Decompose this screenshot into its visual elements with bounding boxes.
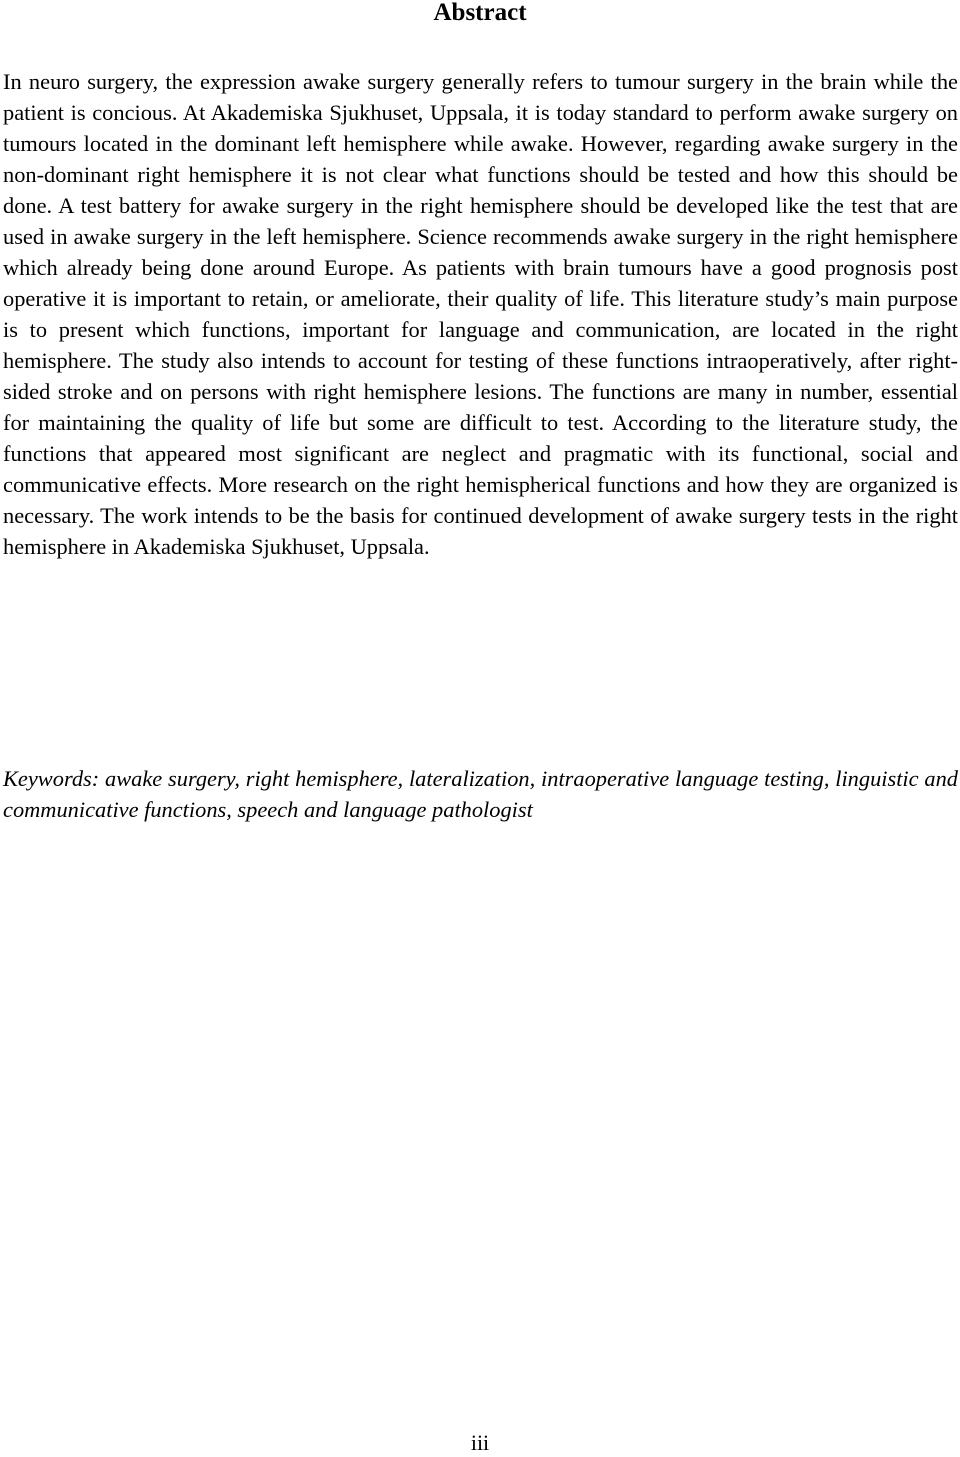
page-number: iii	[470, 1430, 490, 1455]
abstract-heading: Abstract	[433, 0, 527, 26]
keywords-paragraph: Keywords: awake surgery, right hemisphere, lateralization, intraoperative language testing, linguistic and communicative functions, speech and language pathologist	[3, 766, 958, 822]
abstract-paragraph: In neuro surgery, the expression awake surgery generally refers to tumour surgery in the brain while the patient is concious. At Akademiska Sjukhuset, Uppsala, it is today standard to perform awake surgery on tumours located in the dominant left hemisphere while awake. However, regarding awake surgery in the non-dominant right hemisphere it is not clear what functions should be tested and how this should be done. A test battery for awake surgery in the right hemisphere should be developed like the test that are used in awake surgery in the left hemisphere. Science recommends awake surgery in the right hemisphere which already being done around Europe. As patients with brain tumours have a good prognosis post operative it is important to retain, or ameliorate, their quality of life. This literature study’s main purpose is to present which functions, important for language and communication, are located in the right hemisphere. The study also intends to account for testing of these functions intraoperatively, after right-sided stroke and on persons with right hemisphere lesions. The functions are many in number, essential for maintaining the quality of life but some are difficult to test. According to the literature study, the functions that appeared most significant are neglect and pragmatic with its functional, social and communicative effects. More research on the right hemispherical functions and how they are organized is necessary. The work intends to be the basis for continued development of awake surgery tests in the right hemisphere in Akademiska Sjukhuset, Uppsala.	[3, 69, 958, 559]
